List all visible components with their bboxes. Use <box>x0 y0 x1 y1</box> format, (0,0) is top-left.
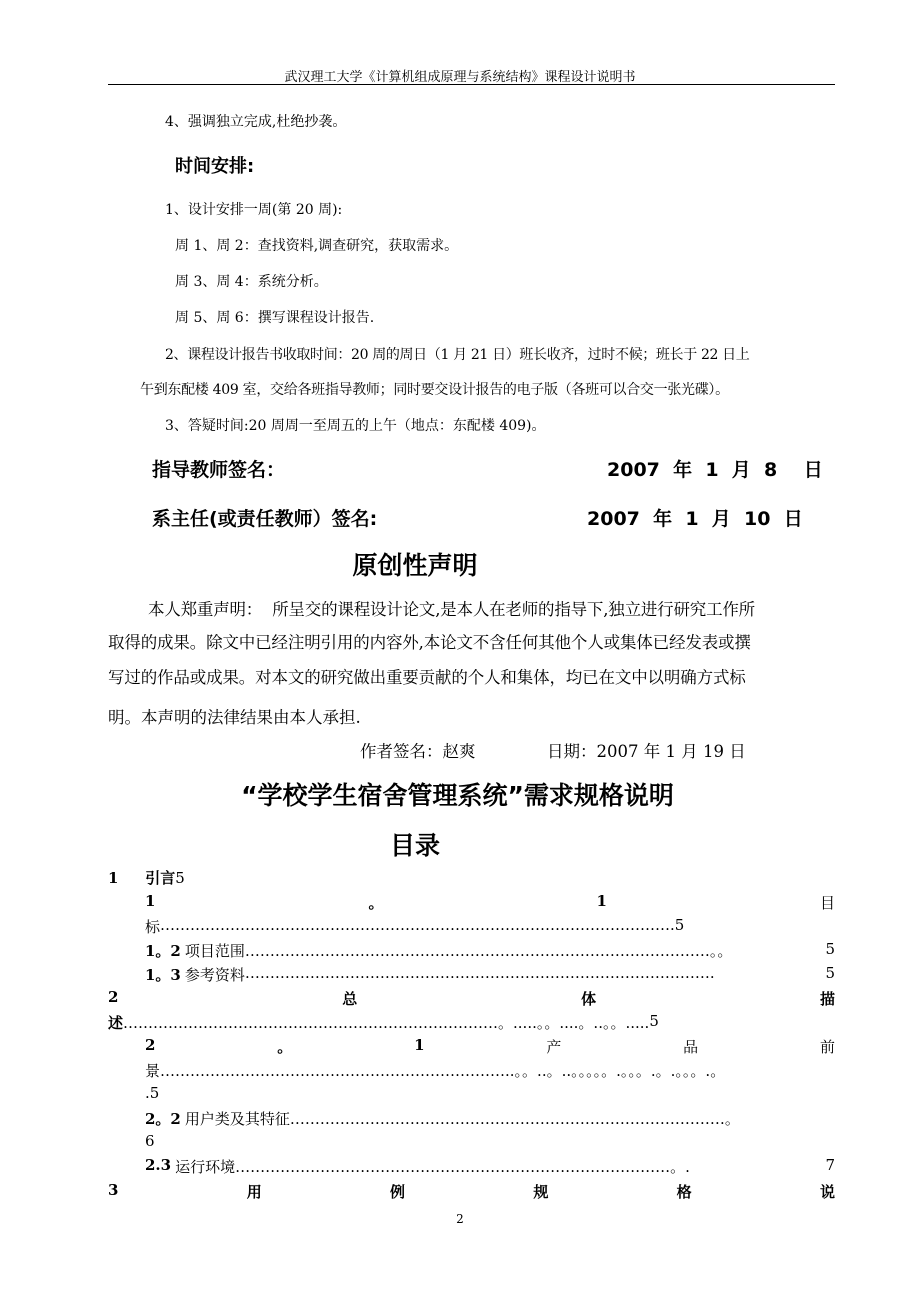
toc-entry-1-1[interactable] <box>145 892 835 913</box>
toc-dot-leader: …………………………………………………………………………………. <box>244 964 715 982</box>
director-signature-label: 系主任(或责任教师）签名: <box>152 508 378 530</box>
declaration-line-1: 本人郑重声明： 所呈交的课程设计论文,是本人在老师的指导下,独立进行研究工作所 <box>148 600 755 619</box>
toc-entry-title-char: 说 <box>819 1183 835 1201</box>
toc-entry-page: 5 <box>825 964 835 982</box>
toc-entry-2-3[interactable] <box>145 1156 835 1177</box>
toc-entry-title-char: 描 <box>819 990 835 1008</box>
toc-entry-number: 1。3 <box>145 966 181 984</box>
spec-title: “学校学生宿舍管理系统”需求规格说明 <box>241 781 674 810</box>
toc-dot-leader: ……………………………………………………………………………。 <box>289 1110 740 1128</box>
toc-entry-page: 5 <box>825 940 835 958</box>
page-header: 武汉理工大学《计算机组成原理与系统结构》课程设计说明书 <box>284 70 636 85</box>
toc-entry-separator: 。 <box>277 1038 293 1056</box>
toc-entry-page: .5 <box>145 1084 160 1102</box>
toc-entry-page: 5 <box>175 869 185 887</box>
schedule-item-2-line2: 午到东配楼 409 室，交给各班指导教师；同时要交设计报告的电子版（各班可以合交一张光碟）。 <box>140 382 729 398</box>
toc-entry-title: 项目范围 <box>184 942 245 960</box>
toc-entry-title: 用户类及其特征 <box>184 1110 290 1128</box>
toc-entry-title-char: 述 <box>108 1014 124 1032</box>
toc-entry-title-char: 品 <box>683 1038 699 1056</box>
requirement-item-4: 4、强调独立完成,杜绝抄袭。 <box>165 114 347 130</box>
toc-entry-1-3[interactable] <box>145 964 835 985</box>
toc-entry-title-char: 景 <box>145 1062 161 1080</box>
toc-entry-number: 2 <box>145 1036 156 1054</box>
toc-entry-title-char: 产 <box>546 1038 562 1056</box>
toc-entry-2[interactable] <box>108 988 835 1009</box>
schedule-week-5-6: 周 5、周 6：撰写课程设计报告. <box>175 310 375 326</box>
schedule-week-1-2: 周 1、周 2：查找资料,调查研究，获取需求。 <box>175 238 459 254</box>
toc-entry-title-char: 前 <box>819 1038 835 1056</box>
toc-entry-number: 1。2 <box>145 942 181 960</box>
page-number: 2 <box>456 1212 464 1226</box>
toc-entry-title: 标 <box>145 918 161 936</box>
toc-entry-title: 引言 <box>145 869 176 887</box>
toc-entry-page: 7 <box>825 1156 835 1174</box>
toc-entry-title-char: 例 <box>390 1183 406 1201</box>
advisor-signature-date: 2007 年 1 月 8 日 <box>607 459 823 481</box>
toc-entry-number: 1 <box>108 869 119 887</box>
toc-entry-title: 运行环境 <box>175 1158 236 1176</box>
toc-entry-2-2[interactable] <box>145 1108 835 1129</box>
toc-dot-leader: ……………………………………………………………..。。..。..。。。。。.。。。.。.。。。.。 <box>160 1062 726 1080</box>
declaration-author: 作者签名：赵爽 <box>360 742 476 761</box>
toc-entry-title-char: 体 <box>581 990 597 1008</box>
toc-entry-title: 参考资料 <box>184 966 245 984</box>
toc-entry-2-1-continued <box>145 1060 835 1081</box>
schedule-item-2-line1: 2、课程设计报告书收取时间：20 周的周日（1 月 21 日）班长收齐，过时不候；班长于 22 日上 <box>165 347 750 363</box>
toc-entry-2-continued <box>108 1012 835 1033</box>
toc-entry-2-1[interactable] <box>145 1036 835 1057</box>
toc-dot-leader: …………………………………………………………………。.....。。....。..。。..... <box>123 1014 650 1032</box>
declaration-title: 原创性声明 <box>352 551 478 580</box>
declaration-line-4: 明。本声明的法律结果由本人承担. <box>108 708 361 727</box>
toc-entry-page: 5 <box>649 1012 659 1030</box>
director-signature-date: 2007 年 1 月 10 日 <box>587 508 803 530</box>
advisor-signature-label: 指导教师签名： <box>152 459 286 481</box>
declaration-date: 日期：2007 年 1 月 19 日 <box>547 742 746 761</box>
toc-dot-leader: ……………………………………………………………………………。. <box>235 1158 690 1176</box>
schedule-item-3: 3、答疑时间:20 周周一至周五的上午（地点：东配楼 409)。 <box>165 418 546 434</box>
toc-entry-number: 2 <box>108 988 119 1006</box>
toc-entry-title-char: 用 <box>246 1183 262 1201</box>
toc-entry-1-1-continued <box>145 916 835 937</box>
toc-entry-title: 目 <box>819 894 835 912</box>
declaration-line-2: 取得的成果。除文中已经注明引用的内容外,本论文不含任何其他个人或集体已经发表或撰 <box>108 633 751 652</box>
toc-entry-page: 5 <box>674 916 685 934</box>
toc-entry-number: 1 <box>596 892 607 910</box>
toc-entry-number: 1 <box>414 1036 425 1054</box>
toc-entry-title-char: 总 <box>342 990 358 1008</box>
schedule-item-1: 1、设计安排一周(第 20 周): <box>165 202 343 218</box>
declaration-line-3: 写过的作品或成果。对本文的研究做出重要贡献的个人和集体，均已在文中以明确方式标 <box>108 668 746 687</box>
header-divider <box>108 84 835 85</box>
toc-entry-number: 1 <box>145 892 156 910</box>
toc-title: 目录 <box>389 831 440 860</box>
toc-entry-title-char: 格 <box>676 1183 692 1201</box>
toc-dot-leader: …………………………………………………………………………………………. <box>160 916 675 934</box>
toc-entry-1-2[interactable] <box>145 940 835 961</box>
toc-entry-number: 2.3 <box>145 1156 172 1174</box>
schedule-heading: 时间安排: <box>175 156 255 177</box>
toc-entry-number: 2。2 <box>145 1110 181 1128</box>
toc-entry-3[interactable] <box>108 1181 835 1202</box>
toc-entry-separator: 。 <box>368 894 384 912</box>
toc-entry-number: 3 <box>108 1181 119 1199</box>
toc-entry-page: 6 <box>145 1132 155 1150</box>
toc-entry-1[interactable] <box>108 867 185 888</box>
toc-dot-leader: …………………………………………………………………………………。。 <box>244 942 733 960</box>
toc-entry-title-char: 规 <box>533 1183 549 1201</box>
schedule-week-3-4: 周 3、周 4：系统分析。 <box>175 274 328 290</box>
